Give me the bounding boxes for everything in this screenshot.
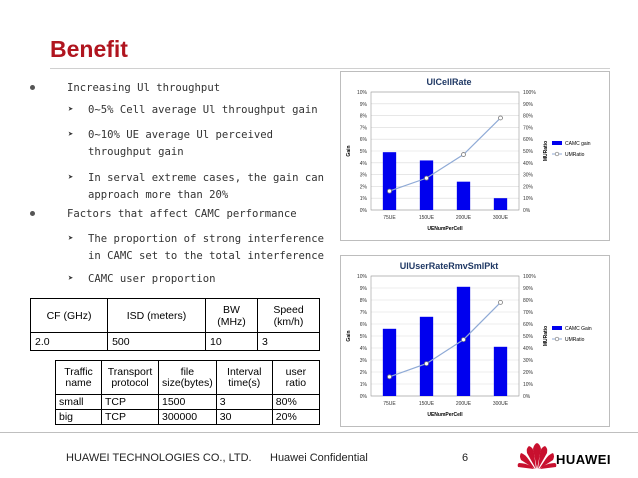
ul-cell-rate-chart xyxy=(340,71,610,241)
y-tick-label: 1% xyxy=(359,196,367,203)
table-header-cell: Transport protocol xyxy=(102,361,159,395)
y2-tick-label: 0% xyxy=(523,394,531,400)
y-tick-label: 2% xyxy=(359,184,367,191)
y2-tick-label: 30% xyxy=(523,172,534,179)
y-tick-label: 6% xyxy=(359,137,367,144)
bullet-text: Factors that affect CAMC performance xyxy=(67,208,297,220)
y2-tick-label: 60% xyxy=(523,322,534,328)
y2-tick-label: 100% xyxy=(523,90,536,96)
legend-swatch-bar xyxy=(552,141,562,145)
table-cell: small xyxy=(56,395,102,410)
bullet-dot-icon xyxy=(30,211,35,216)
y2-tick-label: 40% xyxy=(523,346,534,352)
line-point xyxy=(425,176,429,180)
y2-tick-label: 20% xyxy=(523,184,534,191)
simulation-params-table xyxy=(30,298,320,351)
x-tick-label: 300UE xyxy=(492,215,509,221)
table-header-row xyxy=(56,361,320,395)
table-cell: 20% xyxy=(272,410,319,425)
table-row xyxy=(56,410,320,425)
y-tick-label: 5% xyxy=(359,334,367,340)
y2-tick-label: 40% xyxy=(523,160,534,167)
y-tick-label: 1% xyxy=(359,382,367,388)
arrow-bullet-icon: ➤ xyxy=(68,274,74,284)
bar xyxy=(457,182,470,210)
title-divider xyxy=(50,68,610,69)
line-point xyxy=(425,362,429,366)
table-header-cell: user ratio xyxy=(272,361,319,395)
ul-user-rate-chart xyxy=(340,255,610,427)
table-cell: 80% xyxy=(272,395,319,410)
line-point xyxy=(388,375,392,379)
x-axis-title: UENumPerCell xyxy=(427,412,463,418)
chart-title: UlUserRateRmvSmlPkt xyxy=(399,261,499,271)
sub-bullet-text: The proportion of strong interference in CAMC set to the total interference xyxy=(88,233,324,262)
line-point xyxy=(462,338,466,342)
y-tick-label: 9% xyxy=(359,286,367,292)
x-axis-title: UENumPerCell xyxy=(427,226,463,232)
y-tick-label: 0% xyxy=(359,208,367,214)
y-tick-label: 0% xyxy=(359,394,367,400)
table-cell: 3 xyxy=(216,395,272,410)
legend-label: CAMC gain xyxy=(565,141,591,147)
table-row xyxy=(31,333,320,351)
y2-tick-label: 90% xyxy=(523,101,534,108)
table-header-row xyxy=(31,299,320,333)
x-tick-label: 200UE xyxy=(455,215,472,221)
y-tick-label: 8% xyxy=(359,298,367,304)
y-tick-label: 8% xyxy=(359,113,367,120)
y-tick-label: 3% xyxy=(359,358,367,364)
x-tick-label: 75UE xyxy=(383,215,396,221)
y2-axis-title: MURatio xyxy=(543,325,549,347)
footer-company: HUAWEI TECHNOLOGIES CO., LTD. xyxy=(66,452,252,464)
table-row xyxy=(56,395,320,410)
table-cell: 3 xyxy=(258,333,320,351)
sub-bullet-text: 0~10% UE average Ul perceived throughput gain xyxy=(88,129,273,158)
table-header-cell: ISD (meters) xyxy=(108,299,206,333)
y2-tick-label: 60% xyxy=(523,137,534,144)
y-tick-label: 7% xyxy=(359,125,367,132)
x-tick-label: 150UE xyxy=(418,215,435,221)
series-line xyxy=(390,118,501,191)
y-tick-label: 6% xyxy=(359,322,367,328)
y-axis-title: Gain xyxy=(346,145,352,157)
table-header-cell: Speed (km/h) xyxy=(258,299,320,333)
y2-axis-title: MURatio xyxy=(543,140,549,162)
table-cell: big xyxy=(56,410,102,425)
y-tick-label: 5% xyxy=(359,149,367,155)
table-cell: 2.0 xyxy=(31,333,108,351)
legend-swatch-bar xyxy=(552,326,562,330)
y-tick-label: 4% xyxy=(359,160,367,167)
y2-tick-label: 0% xyxy=(523,208,531,214)
bar xyxy=(420,317,433,396)
y2-tick-label: 50% xyxy=(523,149,534,155)
sub-bullet-text: CAMC user proportion xyxy=(88,273,216,285)
legend-label: UMRatio xyxy=(565,337,585,343)
y2-tick-label: 80% xyxy=(523,113,534,120)
x-tick-label: 75UE xyxy=(383,401,396,407)
chart-svg xyxy=(341,256,609,426)
x-tick-label: 300UE xyxy=(492,401,509,407)
arrow-bullet-icon: ➤ xyxy=(68,130,74,140)
y2-tick-label: 90% xyxy=(523,286,534,292)
chart-svg xyxy=(341,72,609,240)
footer-divider xyxy=(0,432,638,433)
table-cell: TCP xyxy=(102,395,159,410)
y2-tick-label: 10% xyxy=(523,196,534,203)
y2-tick-label: 70% xyxy=(523,310,534,316)
y-tick-label: 7% xyxy=(359,310,367,316)
bar xyxy=(420,160,433,210)
y-axis-title: Gain xyxy=(346,330,352,342)
bullet-dot-icon xyxy=(30,85,35,90)
y2-tick-label: 100% xyxy=(523,274,536,280)
arrow-bullet-icon: ➤ xyxy=(68,105,74,115)
line-point xyxy=(499,300,503,304)
y-tick-label: 9% xyxy=(359,101,367,108)
y2-tick-label: 20% xyxy=(523,370,534,376)
table-cell: TCP xyxy=(102,410,159,425)
table-cell: 10 xyxy=(206,333,258,351)
y2-tick-label: 50% xyxy=(523,334,534,340)
table-cell: 1500 xyxy=(159,395,217,410)
sub-bullet-text: In serval extreme cases, the gain can approach more than 20% xyxy=(88,172,324,201)
bar xyxy=(494,198,507,210)
bar xyxy=(494,347,507,396)
table-header-cell: CF (GHz) xyxy=(31,299,108,333)
bar xyxy=(383,152,396,210)
series-line xyxy=(390,302,501,376)
table-header-cell: BW (MHz) xyxy=(206,299,258,333)
footer-confidential: Huawei Confidential xyxy=(270,452,368,464)
table-header-cell: Interval time(s) xyxy=(216,361,272,395)
legend-label: CAMC Gain xyxy=(565,326,592,332)
x-tick-label: 200UE xyxy=(455,401,472,407)
bar xyxy=(383,329,396,396)
y-tick-label: 4% xyxy=(359,346,367,352)
arrow-bullet-icon: ➤ xyxy=(68,173,74,183)
y-tick-label: 3% xyxy=(359,172,367,179)
table-cell: 300000 xyxy=(159,410,217,425)
legend-swatch-point xyxy=(555,152,559,156)
bullet-text: Increasing Ul throughput xyxy=(67,82,221,94)
x-tick-label: 150UE xyxy=(418,401,435,407)
table-header-cell: file size(bytes) xyxy=(159,361,217,395)
page-number: 6 xyxy=(462,452,469,464)
table-cell: 30 xyxy=(216,410,272,425)
y2-tick-label: 30% xyxy=(523,358,534,364)
slide-title: Benefit xyxy=(50,36,128,62)
traffic-model-table xyxy=(55,360,320,425)
y-tick-label: 10% xyxy=(356,90,367,96)
legend-label: UMRatio xyxy=(565,152,585,158)
logo-text: HUAWEI xyxy=(556,452,611,467)
arrow-bullet-icon: ➤ xyxy=(68,234,74,244)
table-header-cell: Traffic name xyxy=(56,361,102,395)
y2-tick-label: 10% xyxy=(523,382,534,388)
legend-swatch-point xyxy=(555,337,559,341)
line-point xyxy=(388,189,392,193)
y-tick-label: 2% xyxy=(359,370,367,376)
table-cell: 500 xyxy=(108,333,206,351)
sub-bullet-text: 0~5% Cell average Ul throughput gain xyxy=(88,104,318,116)
huawei-logo-icon xyxy=(517,441,557,471)
y2-tick-label: 70% xyxy=(523,125,534,132)
line-point xyxy=(462,153,466,157)
line-point xyxy=(499,116,503,120)
y2-tick-label: 80% xyxy=(523,298,534,304)
chart-title: UlCellRate xyxy=(426,77,472,87)
y-tick-label: 10% xyxy=(356,274,367,280)
